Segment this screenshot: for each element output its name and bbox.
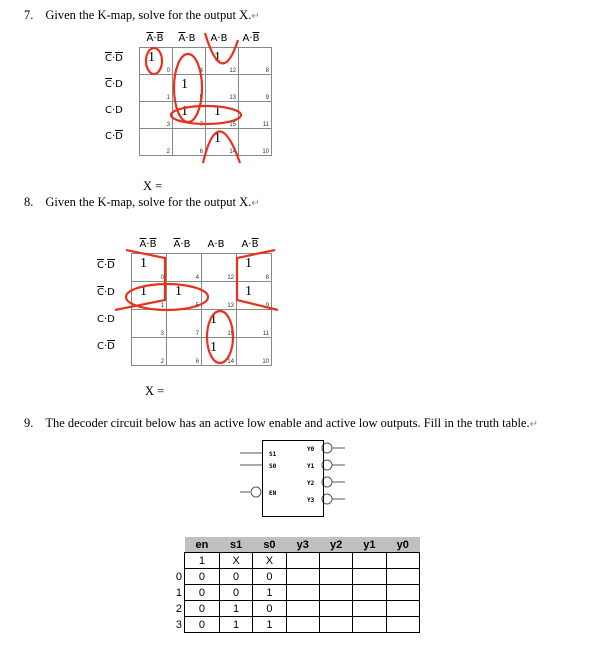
cell-value: 1 (140, 256, 147, 271)
kmap-cell (206, 129, 239, 156)
kmap-cell (132, 310, 167, 338)
question-7: 7. Given the K-map, solve for the output X.↵ (24, 8, 260, 22)
var-b: B (217, 239, 225, 250)
var-a: A (242, 33, 250, 44)
cell-value: 1 (175, 284, 182, 299)
kmap-col-header: $\overline{A}\cdot B$ (178, 33, 196, 44)
cell-value: 1 (214, 104, 221, 119)
cell-index: 1 (166, 95, 170, 101)
var-a: $\overline{A}$ (139, 239, 147, 250)
cell-index: 15 (227, 331, 234, 337)
table-cell[interactable] (286, 585, 319, 601)
var-b: $\overline{B}$ (149, 239, 157, 250)
kmap-cell (173, 75, 206, 102)
kmap-cell (173, 48, 206, 75)
kmap-cell (202, 310, 237, 338)
kmap-cell (132, 282, 167, 310)
kmap-cell (237, 310, 272, 338)
table-cell: 0 (219, 585, 252, 601)
question-text: Given the K-map, solve for the output X. (45, 195, 252, 209)
table-row (160, 585, 420, 601)
kmap-cell (132, 338, 167, 366)
var-b: B (220, 33, 228, 44)
kmap-row-header: $\overline{C}\cdot D$ (105, 79, 123, 90)
kmap-cell (202, 254, 237, 282)
question-8: 8. Given the K-map, solve for the output X.↵ (24, 195, 260, 209)
var-a: A (207, 239, 215, 250)
cell-index: 5 (195, 303, 199, 309)
table-row (160, 569, 420, 585)
table-cell: 0 (185, 601, 220, 617)
cell-index: 9 (265, 303, 269, 309)
column-header: y0 (386, 537, 419, 553)
table-cell[interactable] (319, 617, 352, 633)
kmap-cell (167, 310, 202, 338)
cell-index: 3 (160, 331, 164, 337)
table-cell[interactable] (353, 585, 386, 601)
table-cell: 1 (185, 553, 220, 569)
cell-index: 10 (262, 149, 269, 155)
cell-value: 1 (140, 284, 147, 299)
answer-label-8: X = (145, 384, 165, 398)
kmap-cell (202, 282, 237, 310)
kmap-cell (140, 129, 173, 156)
table-cell[interactable] (386, 601, 419, 617)
column-header: y3 (286, 537, 319, 553)
table-cell[interactable] (353, 617, 386, 633)
kmap-col-header: $\overline{A}\cdot\overline{B}$ (146, 33, 164, 44)
kmap-cell (239, 129, 272, 156)
kmap-cell (239, 75, 272, 102)
cell-index: 11 (262, 331, 269, 337)
row-label: 1 (175, 586, 182, 599)
table-cell: 0 (253, 601, 286, 617)
cell-index: 7 (199, 122, 203, 128)
kmap-row-header: $\overline{C}\cdot D$ (97, 286, 115, 298)
cell-value: 1 (245, 284, 252, 299)
cell-index: 0 (166, 68, 170, 74)
table-cell: X (219, 553, 252, 569)
kmap-cell (237, 282, 272, 310)
table-cell[interactable] (353, 569, 386, 585)
kmap-cell (237, 338, 272, 366)
var-c: C (105, 131, 112, 142)
table-row (160, 553, 420, 569)
var-a: $\overline{A}$ (173, 239, 181, 250)
var-b: $\overline{B}$ (251, 239, 259, 250)
table-cell: X (253, 553, 286, 569)
kmap-cell (239, 48, 272, 75)
table-cell[interactable] (386, 569, 419, 585)
table-cell[interactable] (286, 553, 319, 569)
kmap-col-header: A·B (207, 239, 225, 250)
kmap-cell (206, 102, 239, 129)
table-cell: 1 (253, 617, 286, 633)
answer-label-7: X = (143, 179, 163, 193)
column-header: s0 (253, 537, 286, 553)
kmap-cell (140, 102, 173, 129)
table-cell[interactable] (286, 601, 319, 617)
kmap-cell (206, 75, 239, 102)
var-d: D (115, 79, 123, 90)
cell-value: 1 (181, 104, 188, 119)
cell-index: 12 (229, 68, 236, 74)
input-s0-label: S0 (269, 463, 277, 470)
table-cell[interactable] (386, 553, 419, 569)
var-c: C (105, 105, 112, 116)
var-b: B (183, 239, 191, 250)
cell-index: 8 (265, 275, 269, 281)
cell-index: 3 (166, 122, 170, 128)
question-number: 9. (24, 416, 34, 430)
cell-index: 10 (262, 359, 269, 365)
kmap-row-header: $C\cdot\overline{D}$ (97, 340, 115, 352)
input-s1-label: S1 (269, 451, 277, 458)
var-c: $\overline{C}$ (97, 286, 104, 298)
row-label: 0 (175, 570, 182, 583)
table-cell: 0 (185, 585, 220, 601)
cell-index: 14 (229, 149, 236, 155)
var-d: $\overline{D}$ (115, 53, 123, 64)
kmap-cell (237, 254, 272, 282)
cell-index: 0 (160, 275, 164, 281)
table-cell: 0 (219, 569, 252, 585)
question-text: Given the K-map, solve for the output X. (45, 8, 252, 22)
var-c: $\overline{C}$ (97, 259, 104, 271)
cell-index: 2 (160, 359, 164, 365)
cell-index: 12 (227, 275, 234, 281)
kmap-cell (239, 102, 272, 129)
kmap-row-header: $\overline{C}\cdot\overline{D}$ (105, 53, 123, 64)
kmap-col-header: A·B (210, 33, 228, 44)
kmap-col-header: $\overline{A}\cdot\overline{B}$ (139, 239, 157, 250)
var-d: D (115, 105, 123, 116)
row-label: 2 (175, 602, 182, 615)
table-cell: 0 (185, 569, 220, 585)
kmap-cell (140, 75, 173, 102)
kmap-col-header: $\overline{A}\cdot B$ (173, 239, 191, 250)
table-row (160, 601, 420, 617)
cell-value: 1 (245, 256, 252, 271)
column-header: s1 (219, 537, 252, 553)
kmap-row-header: $\overline{C}\cdot\overline{D}$ (97, 259, 115, 271)
row-label (160, 537, 185, 553)
table-cell[interactable] (286, 569, 319, 585)
table-cell[interactable] (319, 553, 352, 569)
var-a: A (241, 239, 249, 250)
kmap-cell (167, 338, 202, 366)
cell-index: 13 (229, 95, 236, 101)
cell-index: 7 (195, 331, 199, 337)
kmap-cell (132, 254, 167, 282)
var-b: B (188, 33, 196, 44)
cell-index: 8 (265, 68, 269, 74)
output-y1-label: Y1 (307, 463, 315, 470)
cell-index: 9 (265, 95, 269, 101)
cell-index: 6 (195, 359, 199, 365)
cell-index: 13 (227, 303, 234, 309)
var-c: $\overline{C}$ (105, 79, 112, 90)
table-cell[interactable] (353, 553, 386, 569)
cell-value: 1 (210, 340, 217, 355)
kmap-cell (173, 129, 206, 156)
table-cell[interactable] (386, 617, 419, 633)
var-a: A (210, 33, 218, 44)
table-cell[interactable] (319, 585, 352, 601)
var-c: $\overline{C}$ (105, 53, 112, 64)
cell-index: 1 (160, 303, 164, 309)
kmap-cell (140, 48, 173, 75)
var-c: C (97, 340, 104, 352)
var-d: D (107, 286, 115, 298)
var-d: $\overline{D}$ (107, 259, 115, 271)
var-a: $\overline{A}$ (178, 33, 186, 44)
truth-table (160, 537, 420, 633)
kmap-cell (202, 338, 237, 366)
var-b: $\overline{B}$ (156, 33, 164, 44)
cell-index: 5 (199, 95, 203, 101)
input-en-label: EN (269, 490, 277, 497)
table-cell[interactable] (353, 601, 386, 617)
kmap-cell (167, 254, 202, 282)
cell-value: 1 (148, 50, 155, 65)
kmap-row-header: C·D (105, 105, 123, 116)
row-label (160, 553, 185, 569)
table-cell[interactable] (386, 585, 419, 601)
table-cell: 1 (219, 617, 252, 633)
output-y3-label: Y3 (307, 497, 315, 504)
table-cell: 0 (185, 617, 220, 633)
cell-index: 6 (199, 149, 203, 155)
kmap-cell (167, 282, 202, 310)
table-cell: 1 (219, 601, 252, 617)
cell-index: 2 (166, 149, 170, 155)
var-d: D (107, 313, 115, 325)
column-header: en (185, 537, 220, 553)
kmap-cell (173, 102, 206, 129)
table-row (160, 617, 420, 633)
table-cell: 0 (253, 569, 286, 585)
question-number: 7. (24, 8, 34, 22)
kmap-col-header: $A\cdot\overline{B}$ (241, 239, 259, 250)
cell-value: 1 (214, 131, 221, 146)
cell-value: 1 (214, 50, 221, 65)
column-header: y2 (319, 537, 352, 553)
cell-index: 11 (262, 122, 269, 128)
var-c: C (97, 313, 104, 325)
cell-index: 14 (227, 359, 234, 365)
output-y0-label: Y0 (307, 446, 315, 453)
column-header: y1 (353, 537, 386, 553)
cell-index: 15 (229, 122, 236, 128)
question-number: 8. (24, 195, 34, 209)
cell-index: 4 (195, 275, 199, 281)
row-label: 3 (175, 618, 182, 631)
kmap-col-header: $A\cdot\overline{B}$ (242, 33, 260, 44)
table-cell[interactable] (286, 617, 319, 633)
table-cell[interactable] (319, 569, 352, 585)
table-cell: 1 (253, 585, 286, 601)
var-d: $\overline{D}$ (107, 340, 115, 352)
var-a: $\overline{A}$ (146, 33, 154, 44)
var-b: $\overline{B}$ (252, 33, 260, 44)
var-d: $\overline{D}$ (115, 131, 123, 142)
output-y2-label: Y2 (307, 480, 315, 487)
kmap-row-header: $C\cdot\overline{D}$ (105, 131, 123, 142)
cell-value: 1 (210, 312, 217, 327)
decoder-block (262, 440, 324, 517)
kmap-cell (206, 48, 239, 75)
question-text: The decoder circuit below has an active low enable and active low outputs. Fill in the truth table. (45, 416, 530, 430)
cell-index: 4 (199, 68, 203, 74)
kmap-row-header: C·D (97, 313, 115, 325)
table-cell[interactable] (319, 601, 352, 617)
question-9: 9. The decoder circuit below has an active low enable and active low outputs. Fill in the truth table.↵ (24, 416, 538, 430)
cell-value: 1 (181, 77, 188, 92)
